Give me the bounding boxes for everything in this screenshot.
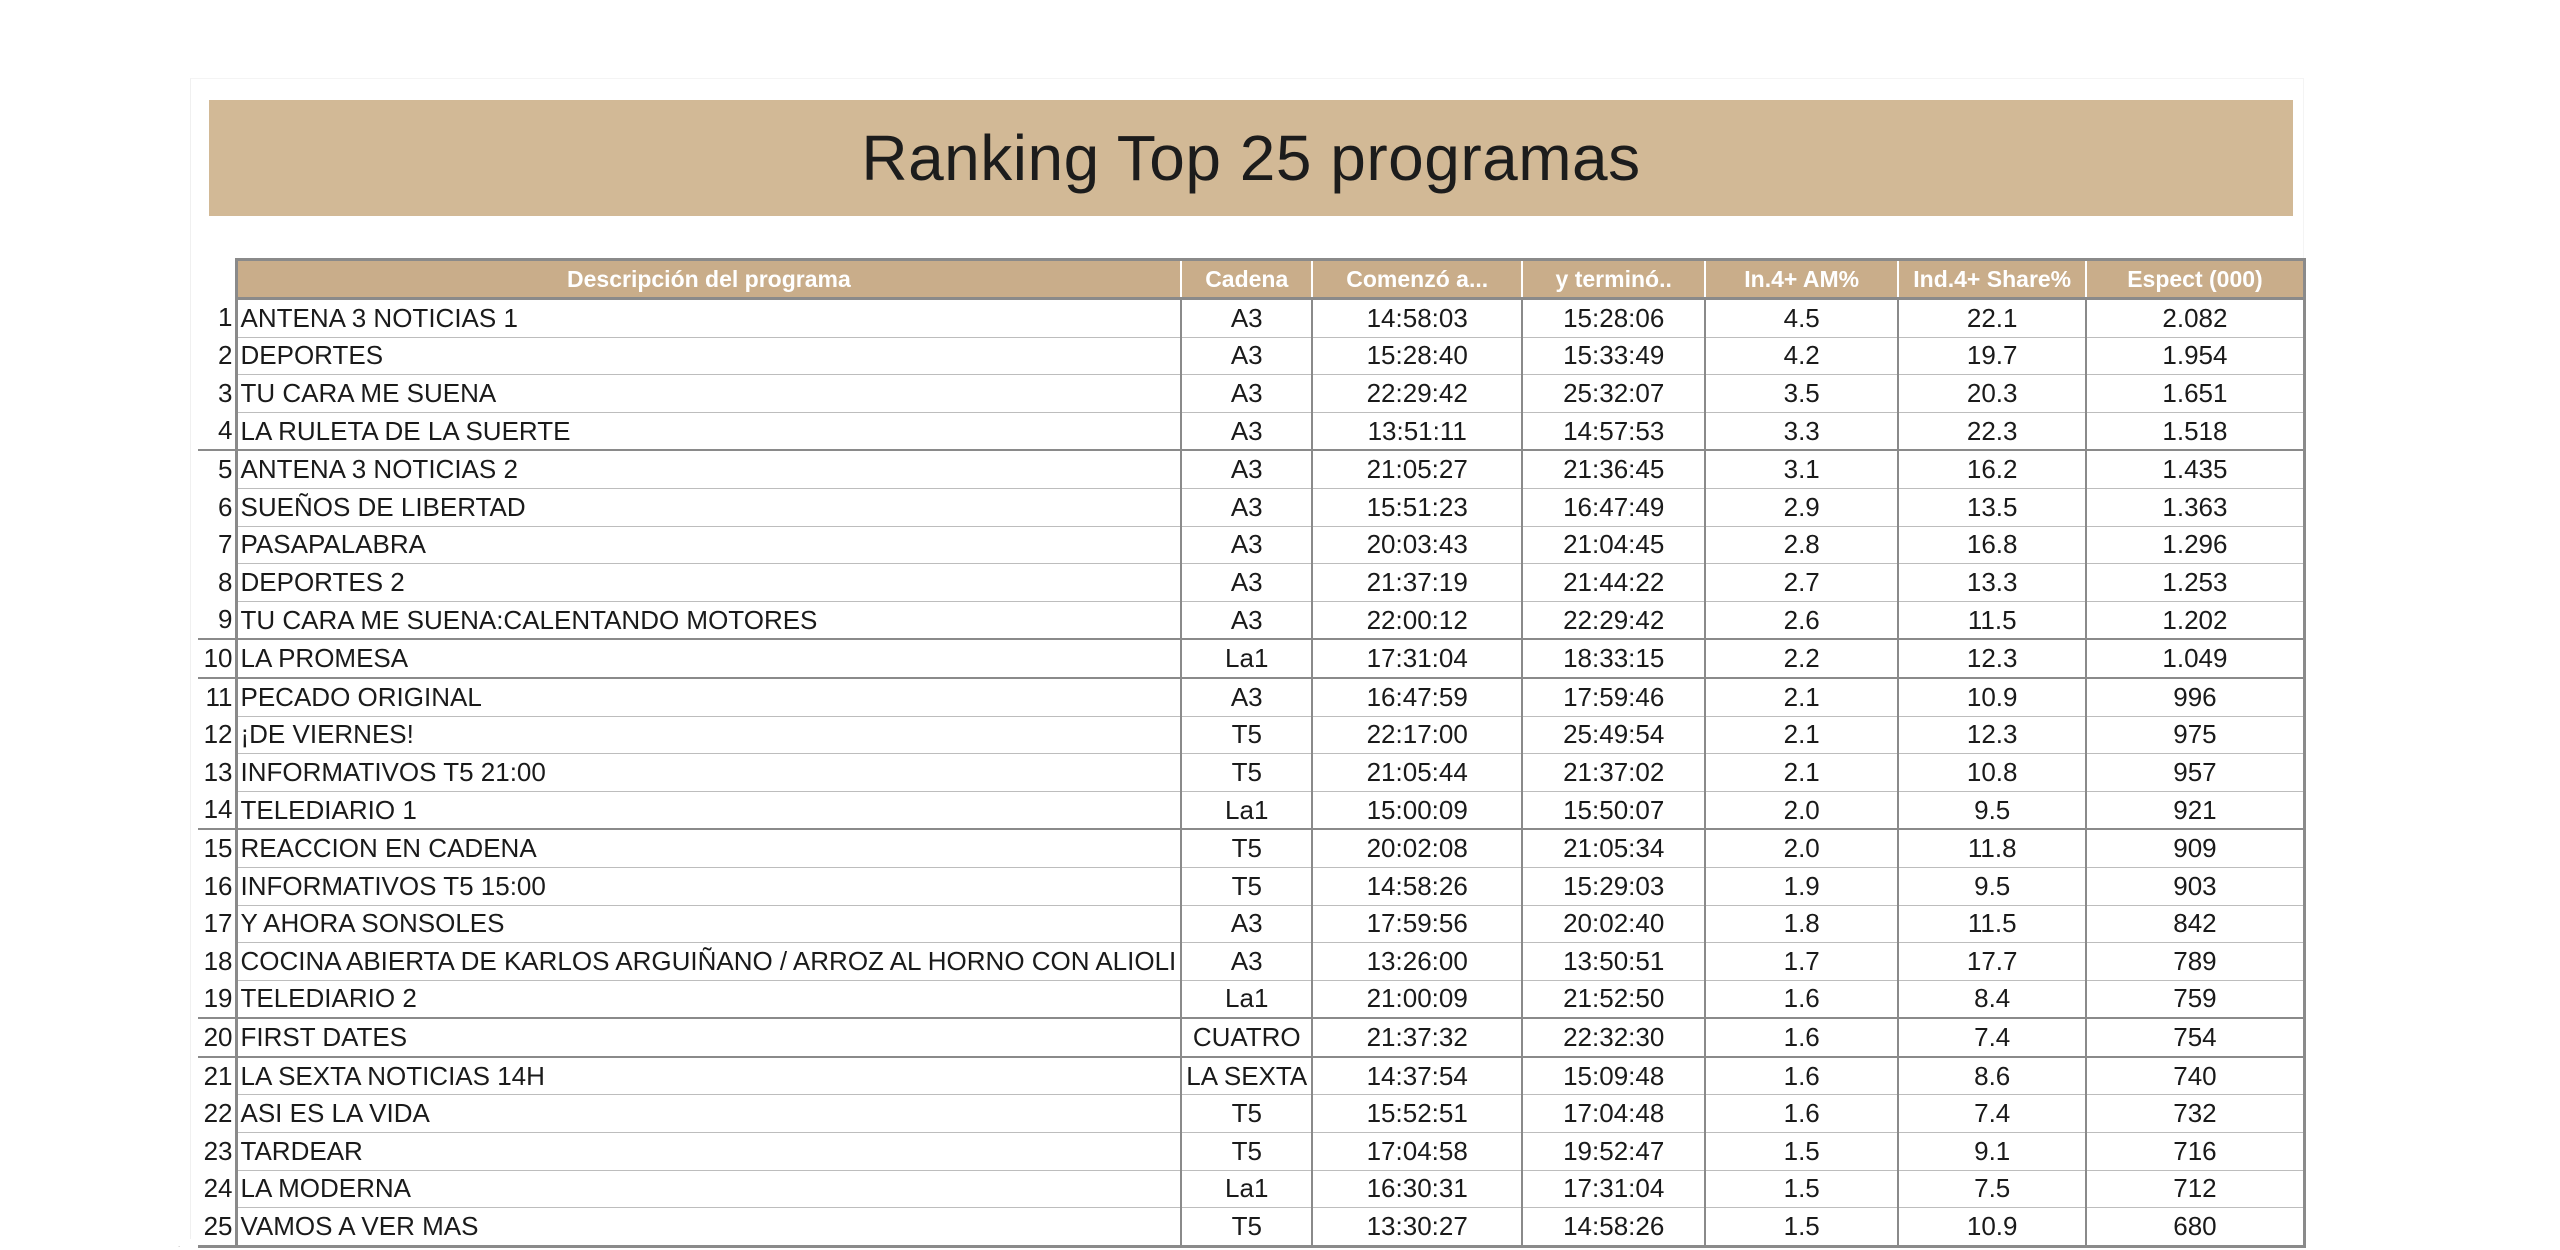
program-channel: La1 — [1181, 1170, 1312, 1208]
table-row — [198, 564, 2304, 602]
program-start-time: 20:03:43 — [1312, 526, 1522, 564]
program-am-percent: 1.5 — [1705, 1208, 1898, 1247]
program-share-percent: 16.2 — [1898, 450, 2086, 488]
program-viewers: 1.651 — [2086, 375, 2304, 413]
program-description: REACCION EN CADENA — [236, 829, 1181, 867]
program-am-percent: 1.9 — [1705, 867, 1898, 905]
table-row — [198, 412, 2304, 450]
program-viewers: 975 — [2086, 716, 2304, 754]
row-rank: 2 — [218, 340, 233, 371]
table-row — [198, 829, 2304, 867]
program-end-time: 17:04:48 — [1522, 1095, 1705, 1133]
program-am-percent: 2.7 — [1705, 564, 1898, 602]
table-row — [198, 943, 2304, 981]
program-start-time: 16:30:31 — [1312, 1170, 1522, 1208]
header-end: y terminó.. — [1522, 260, 1705, 299]
program-channel: T5 — [1181, 1208, 1312, 1247]
program-share-percent: 9.1 — [1898, 1133, 2086, 1171]
program-description: LA PROMESA — [236, 639, 1181, 678]
row-rank: 20 — [198, 1018, 236, 1057]
program-channel: T5 — [1181, 1095, 1312, 1133]
program-description: TELEDIARIO 2 — [236, 980, 1181, 1018]
program-share-percent: 10.9 — [1898, 678, 2086, 716]
program-description: INFORMATIVOS T5 21:00 — [236, 754, 1181, 792]
table-row — [198, 905, 2304, 943]
program-channel: A3 — [1181, 299, 1312, 338]
program-start-time: 13:30:27 — [1312, 1208, 1522, 1247]
program-am-percent: 1.6 — [1705, 1018, 1898, 1057]
program-am-percent: 2.0 — [1705, 829, 1898, 867]
program-description: DEPORTES — [236, 337, 1181, 375]
program-channel: A3 — [1181, 412, 1312, 450]
program-viewers: 740 — [2086, 1057, 2304, 1095]
page-title: Ranking Top 25 programas — [861, 122, 1641, 194]
program-channel: A3 — [1181, 564, 1312, 602]
program-end-time: 25:49:54 — [1522, 716, 1705, 754]
program-viewers: 754 — [2086, 1018, 2304, 1057]
row-rank: 3 — [218, 377, 233, 408]
program-viewers: 2.082 — [2086, 299, 2304, 338]
program-description: VAMOS A VER MAS — [236, 1208, 1181, 1247]
program-viewers: 1.518 — [2086, 412, 2304, 450]
table-row — [198, 1208, 2304, 1247]
program-viewers: 1.363 — [2086, 488, 2304, 526]
table-row — [198, 1170, 2304, 1208]
program-viewers: 789 — [2086, 943, 2304, 981]
program-channel: T5 — [1181, 716, 1312, 754]
program-description: COCINA ABIERTA DE KARLOS ARGUIÑANO / ARROZ AL HORNO CON ALIOLI — [236, 943, 1181, 981]
program-start-time: 15:51:23 — [1312, 488, 1522, 526]
program-description: TU CARA ME SUENA — [236, 375, 1181, 413]
program-end-time: 16:47:49 — [1522, 488, 1705, 526]
table-row — [198, 1018, 2304, 1057]
program-start-time: 17:31:04 — [1312, 639, 1522, 678]
program-description: PASAPALABRA — [236, 526, 1181, 564]
program-am-percent: 1.8 — [1705, 905, 1898, 943]
program-end-time: 25:32:07 — [1522, 375, 1705, 413]
row-rank: 23 — [203, 1135, 233, 1166]
program-viewers: 996 — [2086, 678, 2304, 716]
row-rank: 19 — [198, 980, 236, 1018]
program-viewers: 1.954 — [2086, 337, 2304, 375]
program-channel: La1 — [1181, 639, 1312, 678]
program-share-percent: 12.3 — [1898, 716, 2086, 754]
table-row — [198, 1057, 2304, 1095]
program-viewers: 712 — [2086, 1170, 2304, 1208]
program-start-time: 15:00:09 — [1312, 791, 1522, 829]
row-rank: 9 — [198, 601, 236, 639]
program-end-time: 21:05:34 — [1522, 829, 1705, 867]
program-am-percent: 3.5 — [1705, 375, 1898, 413]
program-description: DEPORTES 2 — [236, 564, 1181, 602]
program-channel: A3 — [1181, 375, 1312, 413]
row-rank: 25 — [198, 1208, 236, 1247]
table-row — [198, 1133, 2304, 1171]
ranking-table — [198, 258, 2306, 1248]
program-start-time: 21:37:19 — [1312, 564, 1522, 602]
program-end-time: 21:52:50 — [1522, 980, 1705, 1018]
program-viewers: 903 — [2086, 867, 2304, 905]
program-viewers: 680 — [2086, 1208, 2304, 1247]
table-row — [198, 716, 2304, 754]
program-share-percent: 11.8 — [1898, 829, 2086, 867]
program-end-time: 14:57:53 — [1522, 412, 1705, 450]
program-end-time: 20:02:40 — [1522, 905, 1705, 943]
row-rank: 8 — [218, 566, 233, 597]
program-am-percent: 2.9 — [1705, 488, 1898, 526]
program-end-time: 15:28:06 — [1522, 299, 1705, 338]
program-channel: A3 — [1181, 943, 1312, 981]
program-description: ANTENA 3 NOTICIAS 1 — [236, 299, 1181, 338]
table-row — [198, 337, 2304, 375]
row-rank: 16 — [203, 870, 233, 901]
program-share-percent: 10.8 — [1898, 754, 2086, 792]
program-viewers: 1.296 — [2086, 526, 2304, 564]
program-start-time: 21:37:32 — [1312, 1018, 1522, 1057]
table-row — [198, 678, 2304, 716]
table-row — [198, 526, 2304, 564]
program-start-time: 15:28:40 — [1312, 337, 1522, 375]
program-am-percent: 2.1 — [1705, 716, 1898, 754]
program-am-percent: 1.7 — [1705, 943, 1898, 981]
row-rank: 12 — [203, 719, 233, 750]
program-viewers: 1.202 — [2086, 601, 2304, 639]
program-end-time: 21:37:02 — [1522, 754, 1705, 792]
program-start-time: 14:58:03 — [1312, 299, 1522, 338]
table-row — [198, 639, 2304, 678]
rank-header — [198, 260, 236, 299]
program-start-time: 22:17:00 — [1312, 716, 1522, 754]
program-end-time: 15:50:07 — [1522, 791, 1705, 829]
program-end-time: 15:33:49 — [1522, 337, 1705, 375]
program-channel: T5 — [1181, 867, 1312, 905]
program-description: TELEDIARIO 1 — [236, 791, 1181, 829]
program-end-time: 21:04:45 — [1522, 526, 1705, 564]
program-channel: LA SEXTA — [1181, 1057, 1312, 1095]
row-rank: 6 — [218, 491, 233, 522]
program-am-percent: 3.3 — [1705, 412, 1898, 450]
program-end-time: 13:50:51 — [1522, 943, 1705, 981]
ranking-body — [198, 299, 2304, 1247]
program-channel: A3 — [1181, 337, 1312, 375]
program-end-time: 14:58:26 — [1522, 1208, 1705, 1247]
program-end-time: 22:29:42 — [1522, 601, 1705, 639]
program-start-time: 21:00:09 — [1312, 980, 1522, 1018]
program-am-percent: 2.1 — [1705, 678, 1898, 716]
program-channel: T5 — [1181, 754, 1312, 792]
program-description: ¡DE VIERNES! — [236, 716, 1181, 754]
program-start-time: 13:51:11 — [1312, 412, 1522, 450]
program-description: Y AHORA SONSOLES — [236, 905, 1181, 943]
header-share: Ind.4+ Share% — [1898, 260, 2086, 299]
program-description: PECADO ORIGINAL — [236, 678, 1181, 716]
row-rank: 18 — [203, 945, 233, 976]
program-description: INFORMATIVOS T5 15:00 — [236, 867, 1181, 905]
table-row — [198, 1095, 2304, 1133]
program-share-percent: 19.7 — [1898, 337, 2086, 375]
program-start-time: 22:00:12 — [1312, 601, 1522, 639]
table-row — [198, 488, 2304, 526]
program-share-percent: 22.3 — [1898, 412, 2086, 450]
row-rank: 17 — [203, 908, 233, 939]
program-am-percent: 2.0 — [1705, 791, 1898, 829]
program-am-percent: 2.2 — [1705, 639, 1898, 678]
program-channel: CUATRO — [1181, 1018, 1312, 1057]
program-share-percent: 7.4 — [1898, 1018, 2086, 1057]
program-am-percent: 1.5 — [1705, 1133, 1898, 1171]
program-channel: A3 — [1181, 450, 1312, 488]
header-channel: Cadena — [1181, 260, 1312, 299]
program-description: ASI ES LA VIDA — [236, 1095, 1181, 1133]
program-share-percent: 9.5 — [1898, 791, 2086, 829]
header-start: Comenzó a... — [1312, 260, 1522, 299]
program-share-percent: 8.4 — [1898, 980, 2086, 1018]
program-share-percent: 20.3 — [1898, 375, 2086, 413]
program-am-percent: 1.6 — [1705, 1095, 1898, 1133]
program-channel: La1 — [1181, 980, 1312, 1018]
program-start-time: 17:04:58 — [1312, 1133, 1522, 1171]
program-end-time: 19:52:47 — [1522, 1133, 1705, 1171]
program-start-time: 14:58:26 — [1312, 867, 1522, 905]
program-viewers: 1.253 — [2086, 564, 2304, 602]
row-rank: 4 — [198, 412, 236, 450]
table-row — [198, 450, 2304, 488]
program-share-percent: 9.5 — [1898, 867, 2086, 905]
header-am: In.4+ AM% — [1705, 260, 1898, 299]
program-channel: T5 — [1181, 1133, 1312, 1171]
program-viewers: 1.049 — [2086, 639, 2304, 678]
program-am-percent: 1.5 — [1705, 1170, 1898, 1208]
program-share-percent: 10.9 — [1898, 1208, 2086, 1247]
row-rank: 11 — [205, 681, 233, 712]
header-description: Descripción del programa — [236, 260, 1181, 299]
program-viewers: 909 — [2086, 829, 2304, 867]
table-row — [198, 375, 2304, 413]
program-channel: A3 — [1181, 601, 1312, 639]
table-header-row — [198, 260, 2304, 299]
program-share-percent: 7.5 — [1898, 1170, 2086, 1208]
table-row — [198, 299, 2304, 338]
program-am-percent: 3.1 — [1705, 450, 1898, 488]
program-am-percent: 2.1 — [1705, 754, 1898, 792]
row-rank: 1 — [218, 302, 233, 333]
program-description: LA SEXTA NOTICIAS 14H — [236, 1057, 1181, 1095]
table-row — [198, 601, 2304, 639]
program-end-time: 15:29:03 — [1522, 867, 1705, 905]
program-am-percent: 1.6 — [1705, 1057, 1898, 1095]
program-channel: La1 — [1181, 791, 1312, 829]
program-viewers: 1.435 — [2086, 450, 2304, 488]
program-viewers: 716 — [2086, 1133, 2304, 1171]
program-end-time: 17:59:46 — [1522, 678, 1705, 716]
program-start-time: 13:26:00 — [1312, 943, 1522, 981]
program-end-time: 15:09:48 — [1522, 1057, 1705, 1095]
program-viewers: 732 — [2086, 1095, 2304, 1133]
program-end-time: 18:33:15 — [1522, 639, 1705, 678]
table-row — [198, 791, 2304, 829]
program-am-percent: 2.8 — [1705, 526, 1898, 564]
table-row — [198, 754, 2304, 792]
program-description: ANTENA 3 NOTICIAS 2 — [236, 450, 1181, 488]
row-rank: 14 — [198, 791, 236, 829]
title-banner — [209, 100, 2293, 216]
program-viewers: 921 — [2086, 791, 2304, 829]
row-rank: 7 — [218, 529, 233, 560]
program-start-time: 15:52:51 — [1312, 1095, 1522, 1133]
row-rank: 13 — [203, 756, 233, 787]
program-end-time: 17:31:04 — [1522, 1170, 1705, 1208]
program-channel: A3 — [1181, 526, 1312, 564]
program-start-time: 21:05:44 — [1312, 754, 1522, 792]
row-rank: 22 — [203, 1098, 233, 1129]
program-viewers: 842 — [2086, 905, 2304, 943]
row-rank: 15 — [203, 833, 233, 864]
program-start-time: 20:02:08 — [1312, 829, 1522, 867]
program-end-time: 22:32:30 — [1522, 1018, 1705, 1057]
program-am-percent: 4.2 — [1705, 337, 1898, 375]
program-description: LA MODERNA — [236, 1170, 1181, 1208]
program-description: SUEÑOS DE LIBERTAD — [236, 488, 1181, 526]
row-rank: 21 — [203, 1060, 233, 1091]
program-share-percent: 8.6 — [1898, 1057, 2086, 1095]
program-am-percent: 1.6 — [1705, 980, 1898, 1018]
program-share-percent: 12.3 — [1898, 639, 2086, 678]
page-corner-mark: . — [178, 1240, 181, 1249]
program-description: LA RULETA DE LA SUERTE — [236, 412, 1181, 450]
program-share-percent: 13.5 — [1898, 488, 2086, 526]
program-start-time: 17:59:56 — [1312, 905, 1522, 943]
row-rank: 24 — [203, 1173, 233, 1204]
program-share-percent: 11.5 — [1898, 601, 2086, 639]
program-share-percent: 17.7 — [1898, 943, 2086, 981]
program-start-time: 21:05:27 — [1312, 450, 1522, 488]
table-row — [198, 980, 2304, 1018]
program-am-percent: 4.5 — [1705, 299, 1898, 338]
program-start-time: 22:29:42 — [1312, 375, 1522, 413]
row-rank: 10 — [198, 639, 236, 678]
program-channel: T5 — [1181, 829, 1312, 867]
row-rank: 5 — [218, 454, 233, 485]
program-viewers: 759 — [2086, 980, 2304, 1018]
program-share-percent: 22.1 — [1898, 299, 2086, 338]
program-description: FIRST DATES — [236, 1018, 1181, 1057]
program-channel: A3 — [1181, 678, 1312, 716]
header-viewers: Espect (000) — [2086, 260, 2304, 299]
program-share-percent: 11.5 — [1898, 905, 2086, 943]
program-description: TARDEAR — [236, 1133, 1181, 1171]
program-start-time: 16:47:59 — [1312, 678, 1522, 716]
program-end-time: 21:44:22 — [1522, 564, 1705, 602]
program-share-percent: 7.4 — [1898, 1095, 2086, 1133]
program-channel: A3 — [1181, 905, 1312, 943]
program-share-percent: 16.8 — [1898, 526, 2086, 564]
program-start-time: 14:37:54 — [1312, 1057, 1522, 1095]
program-viewers: 957 — [2086, 754, 2304, 792]
program-am-percent: 2.6 — [1705, 601, 1898, 639]
program-description: TU CARA ME SUENA:CALENTANDO MOTORES — [236, 601, 1181, 639]
program-end-time: 21:36:45 — [1522, 450, 1705, 488]
table-row — [198, 867, 2304, 905]
program-channel: A3 — [1181, 488, 1312, 526]
program-share-percent: 13.3 — [1898, 564, 2086, 602]
